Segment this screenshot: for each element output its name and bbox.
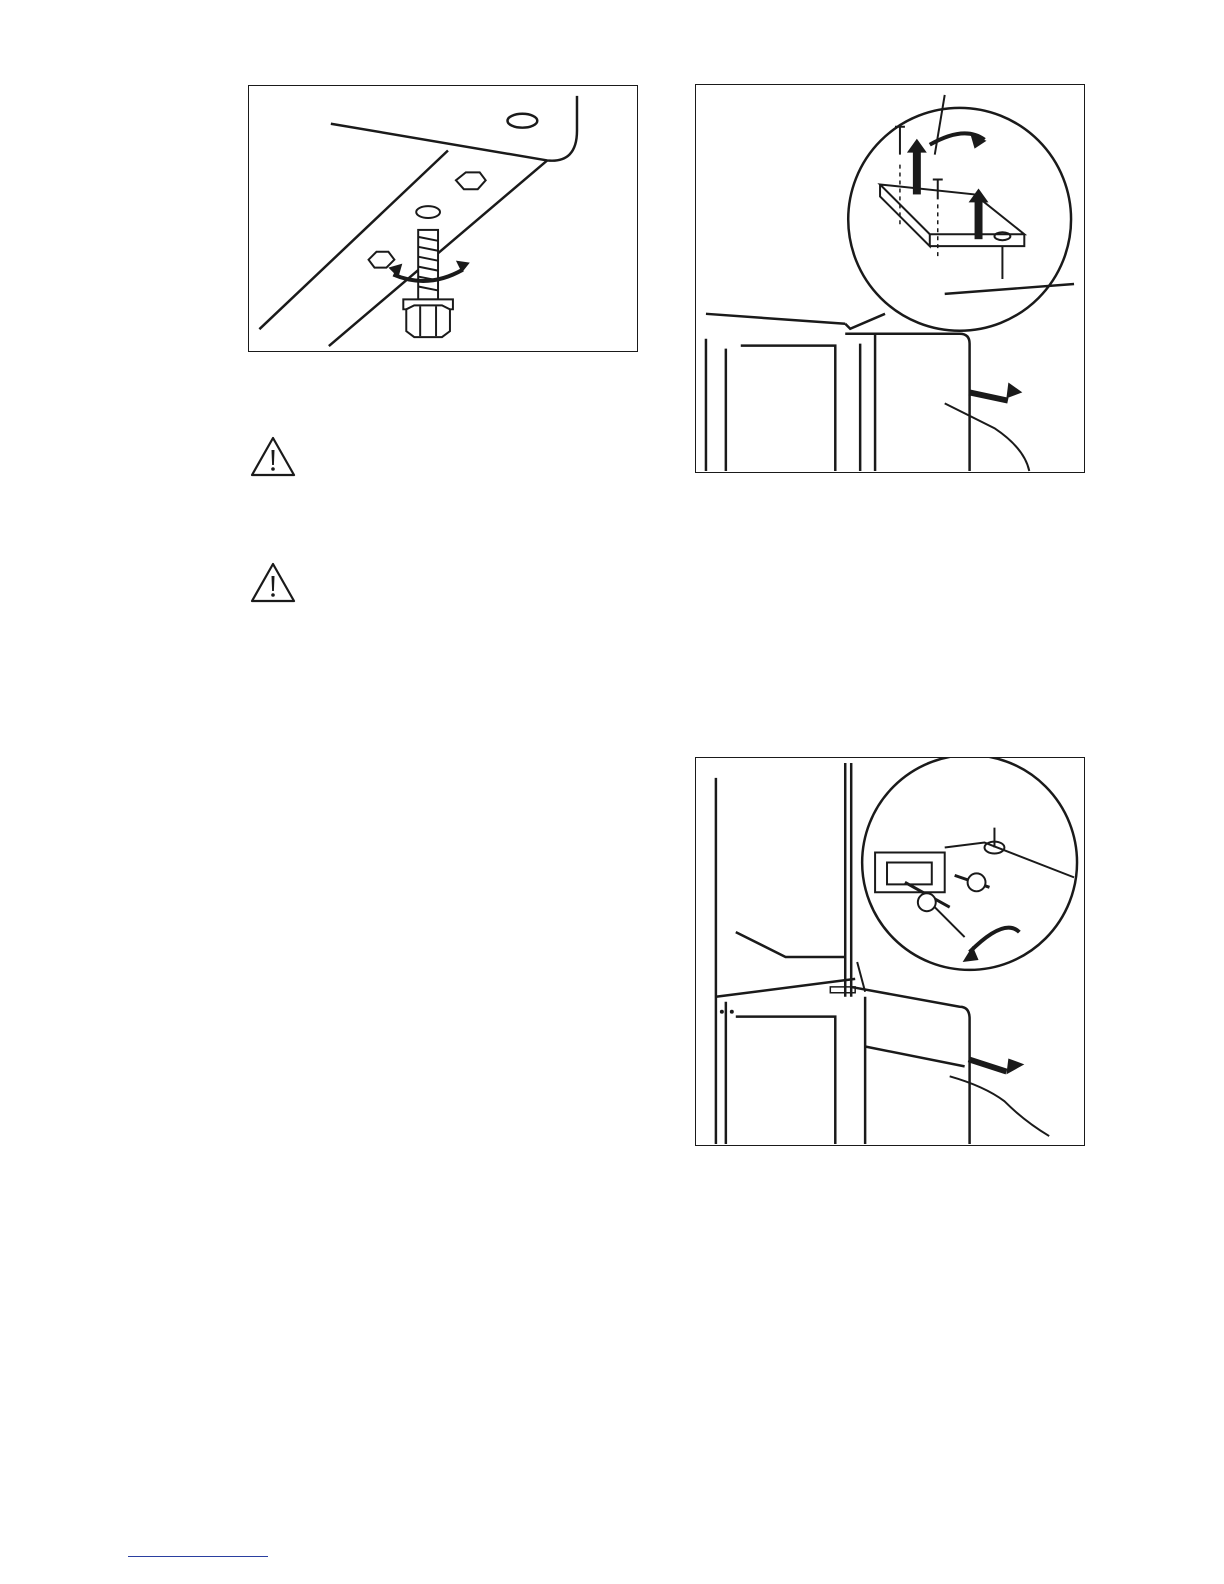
warning-triangle-icon	[249, 561, 297, 605]
top-hinge-illustration	[695, 84, 1085, 473]
adjustable-foot-icon	[249, 86, 637, 351]
footer-rule	[128, 1556, 268, 1557]
warning-triangle-icon	[249, 435, 297, 479]
top-hinge-icon	[696, 85, 1084, 472]
levelling-foot-illustration	[248, 85, 638, 352]
middle-hinge-icon	[696, 758, 1084, 1145]
middle-hinge-illustration	[695, 757, 1085, 1146]
